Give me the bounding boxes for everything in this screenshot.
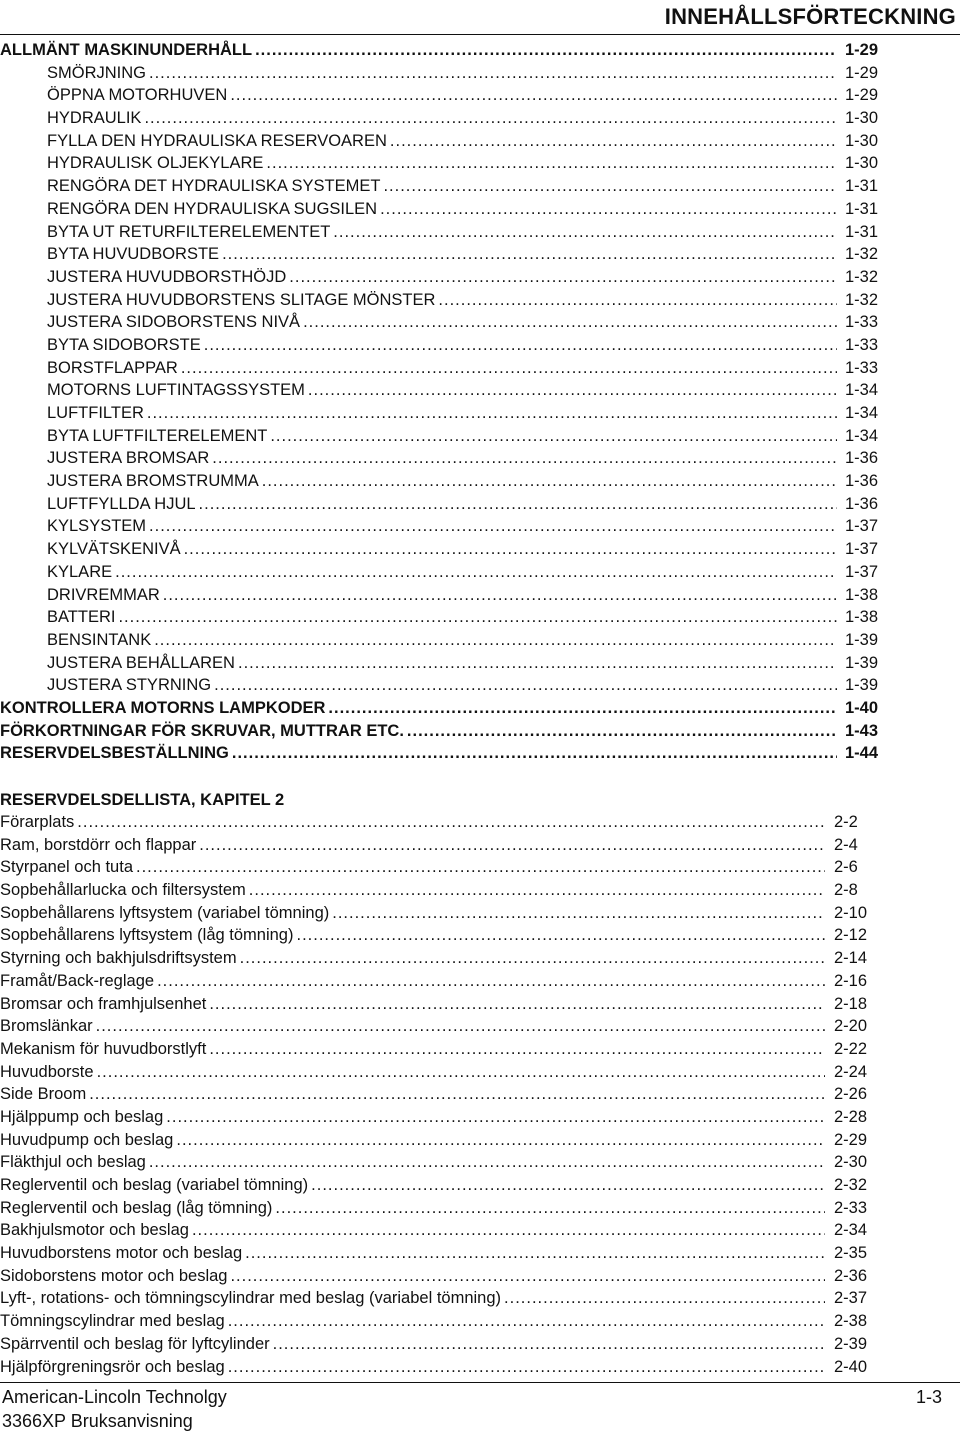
toc-entry-page: 2-20 bbox=[834, 1017, 868, 1036]
toc-entry-label: Lyft-, rotations- och tömningscylindrar med beslag (variabel tömning) bbox=[0, 1289, 502, 1308]
dot-leader bbox=[176, 1131, 825, 1150]
toc-entry bbox=[0, 1153, 880, 1176]
toc-entry-page: 2-34 bbox=[834, 1221, 868, 1240]
dot-leader bbox=[240, 949, 825, 968]
toc-entry-label: Huvudborste bbox=[0, 1062, 94, 1081]
toc-entry-label: Framåt/Back-reglage bbox=[0, 971, 155, 990]
toc-entry-page: 1-43 bbox=[845, 721, 879, 740]
toc-entry-page: 1-36 bbox=[845, 449, 879, 468]
toc-entry bbox=[0, 631, 891, 654]
toc-entry bbox=[0, 1063, 880, 1086]
toc-entry-page: 1-37 bbox=[845, 517, 879, 536]
toc-entry bbox=[0, 41, 891, 64]
dot-leader bbox=[136, 858, 825, 877]
toc-entry-page: 2-16 bbox=[834, 971, 868, 990]
toc-entry-label: BYTA HUVUDBORSTE bbox=[47, 245, 220, 264]
toc-entry-label: Förarplats bbox=[0, 813, 75, 831]
toc-entry-label: SMÖRJNING bbox=[47, 63, 146, 82]
toc-entry-page: 1-30 bbox=[845, 154, 879, 173]
toc-section-parts bbox=[0, 789, 960, 1380]
toc-entry bbox=[0, 858, 880, 881]
toc-entry-page: 2-37 bbox=[834, 1289, 868, 1308]
toc-entry-page: 2-39 bbox=[834, 1334, 868, 1353]
toc-entry bbox=[0, 1017, 880, 1040]
toc-entry-label: Hjälpförgreningsrör och beslag bbox=[0, 1357, 225, 1376]
page-header-title: INNEHÅLLSFÖRTECKNING bbox=[664, 4, 956, 29]
toc-entry-page: 2-18 bbox=[834, 994, 868, 1013]
toc-entry-page: 1-38 bbox=[845, 585, 879, 604]
toc-entry-page: 1-31 bbox=[845, 199, 879, 218]
toc-entry-page: 2-33 bbox=[834, 1198, 868, 1217]
dot-leader bbox=[230, 86, 837, 105]
toc-entry-label: LUFTFYLLDA HJUL bbox=[47, 494, 196, 513]
toc-entry-page: 1-31 bbox=[845, 177, 879, 196]
toc-entry-page: 1-33 bbox=[845, 335, 879, 354]
toc-entry-label: Ram, borstdörr och flappar bbox=[0, 835, 197, 854]
toc-entry-label: FYLLA DEN HYDRAULISKA RESERVOAREN bbox=[47, 131, 387, 150]
toc-entry-label: Huvudpump och beslag bbox=[0, 1130, 174, 1149]
toc-entry-label: JUSTERA BEHÅLLAREN bbox=[47, 653, 235, 672]
toc-entry bbox=[0, 1040, 880, 1063]
toc-entry-page: 2-28 bbox=[834, 1107, 868, 1126]
toc-entry bbox=[0, 1085, 880, 1108]
dot-leader bbox=[245, 1244, 825, 1263]
dot-leader bbox=[249, 881, 825, 900]
footer-company: American-Lincoln Technolgy bbox=[2, 1387, 227, 1407]
dot-leader bbox=[199, 836, 825, 855]
toc-entry bbox=[0, 699, 891, 722]
parts-list bbox=[0, 813, 960, 1380]
toc-entry-label: Spärrventil och beslag för lyftcylinder bbox=[0, 1334, 270, 1353]
toc-entry bbox=[0, 1289, 880, 1312]
toc-entry-page: 1-37 bbox=[845, 562, 879, 581]
toc-entry-label: BORSTFLAPPAR bbox=[47, 358, 178, 377]
toc-entry-label: JUSTERA HUVUDBORSTHÖJD bbox=[47, 267, 287, 286]
toc-entry-page: 2-10 bbox=[834, 903, 868, 922]
toc-entry-page: 2-8 bbox=[834, 881, 858, 900]
toc-entry-label: JUSTERA HUVUDBORSTENS SLITAGE MÖNSTER bbox=[47, 290, 436, 309]
dot-leader bbox=[328, 699, 837, 718]
toc-entry-label: JUSTERA BROMSAR bbox=[47, 449, 210, 468]
toc-entry bbox=[0, 1244, 880, 1267]
toc-entry-page: 1-34 bbox=[845, 381, 879, 400]
toc-entry-label: Sopbehållarens lyftsystem (variabel tömning) bbox=[0, 903, 330, 922]
toc-entry-label: Tömningscylindrar med beslag bbox=[0, 1312, 225, 1331]
toc-entry bbox=[0, 904, 880, 927]
toc-entry bbox=[0, 1358, 880, 1381]
toc-entry-page: 1-39 bbox=[845, 676, 879, 695]
toc-entry-label: ALLMÄNT MASKINUNDERHÅLL bbox=[0, 41, 253, 59]
toc-entry-label: Hjälppump och beslag bbox=[0, 1107, 164, 1126]
toc-entry bbox=[0, 586, 891, 609]
toc-entry bbox=[0, 1176, 880, 1199]
toc-entry-page: 1-34 bbox=[845, 426, 879, 445]
dot-leader bbox=[273, 1335, 825, 1354]
toc-entry-label: HYDRAULIK bbox=[47, 109, 142, 128]
toc-entry-label: BENSINTANK bbox=[47, 630, 152, 649]
toc-entry-page: 1-30 bbox=[845, 131, 879, 150]
toc-entry-label: Bakhjulsmotor och beslag bbox=[0, 1221, 189, 1240]
toc-entry-page: 2-36 bbox=[834, 1266, 868, 1285]
dot-leader bbox=[308, 381, 837, 400]
toc-entry-label: BYTA LUFTFILTERELEMENT bbox=[47, 426, 268, 445]
dot-leader bbox=[333, 223, 837, 242]
toc-entry-label: KYLSYSTEM bbox=[47, 517, 147, 536]
toc-entry-label: KYLVÄTSKENIVÅ bbox=[47, 540, 181, 559]
toc-entry bbox=[0, 291, 891, 314]
dot-leader bbox=[199, 495, 837, 514]
toc-entry bbox=[0, 813, 880, 836]
dot-leader bbox=[238, 654, 837, 673]
toc-entry bbox=[0, 495, 891, 518]
toc-entry bbox=[0, 268, 891, 291]
toc-entry-page: 1-29 bbox=[845, 41, 879, 59]
toc-entry-page: 2-14 bbox=[834, 949, 868, 968]
dot-leader bbox=[255, 41, 837, 60]
toc-entry-page: 2-35 bbox=[834, 1244, 868, 1263]
toc-entry-label: RESERVDELSBESTÄLLNING bbox=[0, 744, 229, 763]
toc-entry-page: 2-40 bbox=[834, 1357, 868, 1376]
toc-entry-page: 1-38 bbox=[845, 608, 879, 627]
dot-leader bbox=[163, 586, 837, 605]
toc-entry-page: 1-39 bbox=[845, 653, 879, 672]
header-rule bbox=[0, 34, 960, 35]
dot-leader bbox=[89, 1085, 825, 1104]
toc-entry-page: 1-44 bbox=[845, 744, 879, 763]
dot-leader bbox=[115, 563, 837, 582]
toc-entry bbox=[0, 1199, 880, 1222]
dot-leader bbox=[296, 926, 825, 945]
dot-leader bbox=[303, 313, 837, 332]
toc-entry-label: Bromslänkar bbox=[0, 1017, 93, 1036]
table-of-contents bbox=[0, 41, 960, 1380]
toc-entry-label: HYDRAULISK OLJEKYLARE bbox=[47, 154, 264, 173]
toc-entry bbox=[0, 313, 891, 336]
toc-entry bbox=[0, 245, 891, 268]
dot-leader bbox=[407, 722, 837, 741]
dot-leader bbox=[149, 64, 837, 83]
toc-entry bbox=[0, 881, 880, 904]
section-gap bbox=[0, 767, 960, 789]
toc-entry-page: 2-38 bbox=[834, 1312, 868, 1331]
toc-entry-label: LUFTFILTER bbox=[47, 404, 144, 422]
toc-entry bbox=[0, 223, 891, 246]
toc-entry bbox=[0, 676, 891, 699]
toc-entry-label: DRIVREMMAR bbox=[47, 585, 160, 604]
toc-entry-label: JUSTERA BROMSTRUMMA bbox=[47, 472, 259, 491]
toc-entry bbox=[0, 654, 891, 677]
toc-entry-page: 2-6 bbox=[834, 858, 858, 877]
dot-leader bbox=[311, 1176, 825, 1195]
toc-entry-label: Reglerventil och beslag (låg tömning) bbox=[0, 1198, 273, 1217]
dot-leader bbox=[181, 359, 837, 378]
toc-entry-page: 1-37 bbox=[845, 540, 879, 559]
toc-entry bbox=[0, 972, 880, 995]
toc-entry-label: Side Broom bbox=[0, 1085, 87, 1104]
dot-leader bbox=[228, 1358, 825, 1377]
dot-leader bbox=[144, 109, 837, 128]
toc-entry-page: 1-29 bbox=[845, 63, 879, 82]
toc-entry-page: 1-30 bbox=[845, 109, 879, 128]
toc-entry-label: BATTERI bbox=[47, 608, 116, 627]
toc-entry-label: JUSTERA STYRNING bbox=[47, 676, 212, 695]
dot-leader bbox=[157, 972, 825, 991]
toc-entry bbox=[0, 449, 891, 472]
dot-leader bbox=[166, 1108, 825, 1127]
toc-entry bbox=[0, 359, 891, 382]
toc-entry bbox=[0, 608, 891, 631]
dot-leader bbox=[204, 336, 837, 355]
toc-entry-page: 2-4 bbox=[834, 835, 858, 854]
toc-entry-label: Mekanism för huvudborstlyft bbox=[0, 1039, 207, 1058]
dot-leader bbox=[97, 1063, 825, 1082]
toc-entry bbox=[0, 1108, 880, 1131]
dot-leader bbox=[262, 472, 837, 491]
toc-entry-label: FÖRKORTNINGAR FÖR SKRUVAR, MUTTRAR ETC. bbox=[0, 721, 404, 740]
dot-leader bbox=[149, 517, 837, 536]
dot-leader bbox=[380, 200, 837, 219]
toc-entry-page: 1-36 bbox=[845, 472, 879, 491]
toc-entry-label: Bromsar och framhjulsenhet bbox=[0, 994, 207, 1013]
toc-entry-label: JUSTERA SIDOBORSTENS NIVÅ bbox=[47, 313, 301, 332]
dot-leader bbox=[266, 154, 837, 173]
toc-entry bbox=[0, 109, 891, 132]
toc-entry-page: 2-2 bbox=[834, 813, 858, 831]
toc-entry-page: 2-30 bbox=[834, 1153, 868, 1172]
toc-entry bbox=[0, 1131, 880, 1154]
toc-entry-page: 1-36 bbox=[845, 494, 879, 513]
toc-entry bbox=[0, 472, 891, 495]
toc-entry bbox=[0, 64, 891, 87]
toc-entry bbox=[0, 836, 880, 859]
dot-leader bbox=[383, 177, 837, 196]
dot-leader bbox=[232, 744, 837, 763]
toc-entry-page: 1-29 bbox=[845, 86, 879, 105]
toc-entry bbox=[0, 427, 891, 450]
toc-entry-page: 1-33 bbox=[845, 313, 879, 332]
toc-entry-label: BYTA SIDOBORSTE bbox=[47, 335, 201, 354]
toc-entry bbox=[0, 1221, 880, 1244]
toc-entry bbox=[0, 200, 891, 223]
dot-leader bbox=[154, 631, 837, 650]
toc-entry bbox=[0, 1335, 880, 1358]
toc-entry bbox=[0, 744, 891, 767]
dot-leader bbox=[289, 268, 837, 287]
toc-entry-page: 1-32 bbox=[845, 267, 879, 286]
toc-entry-page: 2-32 bbox=[834, 1176, 868, 1194]
toc-entry-label: KYLARE bbox=[47, 562, 113, 581]
toc-entry bbox=[0, 926, 880, 949]
footer-manual-title: 3366XP Bruksanvisning bbox=[2, 1411, 193, 1431]
footer-page-number: 1-3 bbox=[915, 1387, 942, 1407]
toc-entry-page: 1-33 bbox=[845, 358, 879, 377]
toc-entry bbox=[0, 722, 891, 745]
toc-entry-page: 2-26 bbox=[834, 1085, 868, 1104]
toc-entry bbox=[0, 563, 891, 586]
toc-entry-page: 2-12 bbox=[834, 926, 868, 945]
dot-leader bbox=[184, 540, 837, 559]
dot-leader bbox=[275, 1199, 825, 1218]
toc-entry-label: Huvudborstens motor och beslag bbox=[0, 1244, 243, 1263]
toc-entry bbox=[0, 540, 891, 563]
toc-entry-page: 1-32 bbox=[845, 245, 879, 264]
dot-leader bbox=[77, 813, 825, 832]
dot-leader bbox=[149, 1153, 825, 1172]
toc-entry bbox=[0, 132, 891, 155]
dot-leader bbox=[504, 1289, 825, 1308]
dot-leader bbox=[96, 1017, 825, 1036]
toc-entry-page: 1-40 bbox=[845, 698, 879, 717]
toc-entry-label: RENGÖRA DET HYDRAULISKA SYSTEMET bbox=[47, 177, 381, 196]
dot-leader bbox=[270, 427, 837, 446]
page-footer bbox=[2, 1385, 942, 1433]
toc-entry bbox=[0, 404, 891, 427]
toc-entry bbox=[0, 949, 880, 972]
toc-entry bbox=[0, 86, 891, 109]
toc-entry-label: Reglerventil och beslag (variabel tömning) bbox=[0, 1176, 309, 1194]
dot-leader bbox=[192, 1221, 825, 1240]
toc-entry-page: 2-29 bbox=[834, 1130, 868, 1149]
toc-entry-page: 1-31 bbox=[845, 222, 879, 241]
footer-rule bbox=[0, 1382, 960, 1383]
dot-leader bbox=[222, 245, 837, 264]
toc-entry-label: MOTORNS LUFTINTAGSSYSTEM bbox=[47, 381, 305, 400]
toc-entry-page: 2-22 bbox=[834, 1039, 868, 1058]
parts-section-title: RESERVDELSDELLISTA, KAPITEL 2 bbox=[0, 791, 285, 809]
toc-entry-label: ÖPPNA MOTORHUVEN bbox=[47, 86, 228, 105]
toc-entry bbox=[0, 381, 891, 404]
dot-leader bbox=[212, 449, 837, 468]
dot-leader bbox=[214, 676, 837, 695]
dot-leader bbox=[209, 995, 825, 1014]
dot-leader bbox=[438, 291, 837, 310]
toc-entry-page: 1-32 bbox=[845, 290, 879, 309]
dot-leader bbox=[228, 1312, 825, 1331]
toc-entry-label: Styrpanel och tuta bbox=[0, 858, 133, 877]
toc-entry-label: Sopbehållarlucka och filtersystem bbox=[0, 881, 246, 900]
dot-leader bbox=[147, 404, 837, 423]
toc-entry-label: Fläkthjul och beslag bbox=[0, 1153, 146, 1172]
toc-entry bbox=[0, 177, 891, 200]
toc-entry bbox=[0, 336, 891, 359]
toc-entry-label: Sidoborstens motor och beslag bbox=[0, 1266, 228, 1285]
toc-entry bbox=[0, 995, 880, 1018]
toc-section-maintenance bbox=[0, 41, 960, 767]
toc-entry bbox=[0, 1312, 880, 1335]
toc-entry-label: RENGÖRA DEN HYDRAULISKA SUGSILEN bbox=[47, 199, 378, 218]
toc-entry bbox=[0, 154, 891, 177]
toc-entry bbox=[0, 1267, 880, 1290]
toc-entry-page: 1-34 bbox=[845, 404, 879, 422]
toc-entry-label: Sopbehållarens lyftsystem (låg tömning) bbox=[0, 926, 294, 945]
toc-entry-label: Styrning och bakhjulsdriftsystem bbox=[0, 949, 237, 968]
dot-leader bbox=[230, 1267, 825, 1286]
dot-leader bbox=[118, 608, 837, 627]
toc-entry bbox=[0, 517, 891, 540]
dot-leader bbox=[209, 1040, 825, 1059]
dot-leader bbox=[390, 132, 837, 151]
toc-entry-label: BYTA UT RETURFILTERELEMENTET bbox=[47, 222, 331, 241]
toc-entry-page: 2-24 bbox=[834, 1062, 868, 1081]
toc-entry-label: KONTROLLERA MOTORNS LAMPKODER bbox=[0, 698, 326, 717]
toc-entry-page: 1-39 bbox=[845, 630, 879, 649]
dot-leader bbox=[332, 904, 825, 923]
